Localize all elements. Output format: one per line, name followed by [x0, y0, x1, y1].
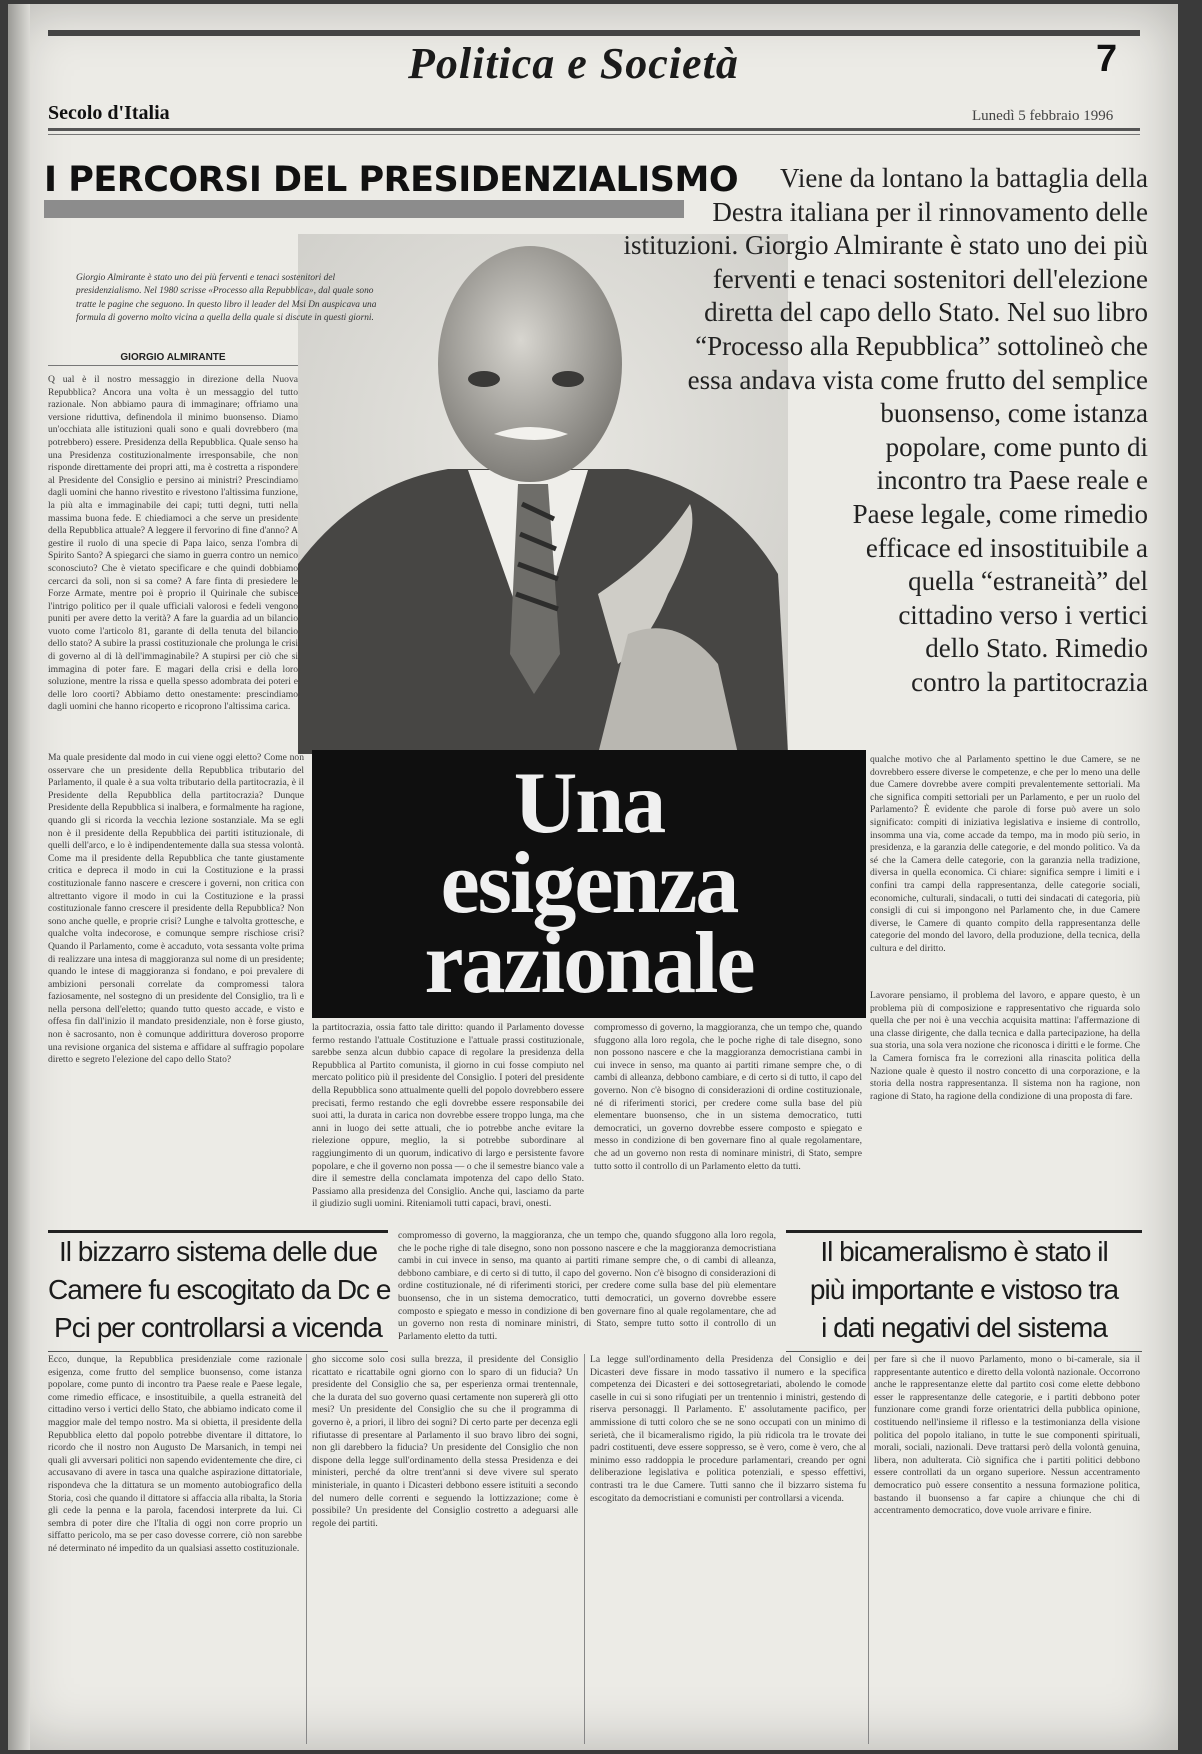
- subhead-line: Il bizzarro sistema delle due: [58, 1236, 378, 1267]
- body-text: qualche motivo che al Parlamento spettino le due Camere, se ne dovrebbero essere diverse le competenze, e che per lo meno una delle due Camere dovrebbe avere compiti prevalentemente settoriali. Ma che significa compiti settoriali per un Parlamento, e per un ruolo del Parlamento? È evidente che parole di forse può avere un solo significato: compiti di iniziativa legislativa e insieme di controllo, insomma una via, come accade da tempo, ma in modo più serio, in presidenza, e la garanzia delle categorie, e del mondo politico. Va da sé che la Camera delle categorie, con la garanzia nella tradizione, diversa in quella economica. Ci chiare: significa sempre i limiti e i confini tra campi della rappresentanza, delle categorie sociali, economiche, culturali, sindacali, o tutti dei sindacati di categoria, più consigli di cui si impongono nel Parlamento che, in due Camere diverse, le Camere di quanto compito della rappresentanza delle categorie del mondo del lavoro, della produzione, della tecnica, della cultura e del diritto.: [870, 754, 1140, 954]
- page-fold-shadow: [8, 4, 30, 1750]
- author-byline: GIORGIO ALMIRANTE: [48, 352, 298, 366]
- standfirst: [568, 162, 1148, 700]
- body-text: gho siccome solo cosi sulla brezza, il presidente del Consiglio ricattato e ricattabile ogni giorno con lo sparo di un fiducia? Un presidente del Consiglio che sa, per esperienza ormai trentennale, che la durata del suo governo quasi certamente non supererà gli otto mesi? Un presidente del Consiglio che su che il programma di governo è, a priori, il libro dei sogni? Di certo parte per decenza egli rifiutasse di presentare al Parlamento il suo bravo libro dei sogni, non gli darebbero la fiducia? Un presidente del Consiglio che non dispone della legge sull'ordinamento della stessa Presidenza e dei ministeri, perché da oltre trent'anni si deve vivere sul sperato ministeriale, in quanto i Dicasteri debbono essere istituiti a secondo del numero delle correnti e seguendo la lottizzazione; come è possibile? Un presidente del Consiglio costretto a adeguarsi alle regole dei partiti.: [312, 1354, 578, 1529]
- newspaper-name: Secolo d'Italia: [48, 102, 170, 124]
- subhead-line: i dati negativi del sistema: [821, 1312, 1107, 1343]
- body-text: Ecco, dunque, la Repubblica presidenziale come razionale esigenza, come frutto del semplice buonsenso, come istanza popolare, come punto di incontro tra Paese reale e Paese legale, come rimedio efficace, e insostituibile, a quella estraneità del cittadino verso i vertici dello Stato, che abbiamo indicato come il maggior male del tempo nostro. Ma si obietta, il presidente della Repubblica eletto dal popolo potrebbe diventare il dittatore, lo ricordo che il nostro non Augusto De Marsanich, in tempi nei quali gli avversari politici non sapendo evidentemente che dire, ci accusavano di avere in tasca una qualche aspirazione dittatoriale, rispondeva che la dittatura se un momento autobiografico della Storia, così che quando il dittatore si affaccia alla ribalta, la Storia gli cede la penna e la parola, facendosi interprete da lui. Ci sembra di poter dire che l'Italia di oggi non corre proprio un siffatto pericolo, ma se per caso dovesse correre, ciò non sarebbe né determinato né impedito da un qualsiasi assetto costituzionale.: [48, 1354, 302, 1554]
- standfirst-line: “Processo alla Repubblica” sottolineò che: [695, 330, 1148, 361]
- standfirst-line: Viene da lontano la battaglia della: [780, 163, 1148, 193]
- standfirst-line: cittadino verso i vertici: [898, 599, 1148, 630]
- pull-quote-line: esigenza: [440, 835, 738, 932]
- section-title: Politica e Società: [408, 39, 739, 88]
- body-text: Q ual è il nostro messaggio in direzione della Nuova Repubblica? Ancora una volta è un messaggio del tutto razionale. Non abbiamo paura di immaginare; offriamo una versione riduttiva, definendola il minimo buonsenso. Diamo un'occhiata alle istituzioni quali sono e quali dovrebbero (ma potrebbero) essere. Presidenza della Repubblica. Quale senso ha una Presidenza costituzionalmente irresponsabile, che non risponde direttamente dei propri atti, ma è costretta a rispondere al Presidente del Consiglio e persino ai ministri? Prescindiamo dagli uomini che hanno rivestito e rivestono l'altissima funzione, la più alta e immaginabile dei capi; tutti degni, tutti nella massima buona fede. E chiediamoci a che serve un presidente della Repubblica attuale? A leggere il fervorino di fine d'anno? A gestire il ruolo di una specie di Papa laico, senza l'ombra di Spirito Santo? A spiegarci che siamo in guerra contro un nemico sconosciuto? Che è vietato specificare e che quindi dobbiamo cercarci da soli, non si sa come? A fare finta di presiedere le Forze Armate, mentre poi è proprio il Quirinale che subisce l'intrigo politico per il quale ufficiali valorosi e fedeli vengono puniti per avere detto la verità? A fare la guardia ad un bilancio vuoto come l'articolo 81, garante di della tenuta del bilancio dello stato? A subire la prassi costituzionale che prolunga le crisi di governo al di là dell'immaginabile? A stupirsi per ciò che si immagina di poter fare. E magari della crisi e della loro soluzione, mentre la rissa e quella spesso adombrata dei poteri e delle loro coorti? Abbiamo detto onestamente: prescindiamo dagli uomini che hanno ricoperto e ricoprono l'altissima carica.: [48, 374, 298, 713]
- masthead-rule: [48, 128, 1140, 131]
- standfirst-line: popolare, come punto di: [885, 431, 1148, 462]
- subhead-line: più importante e vistoso tra: [809, 1274, 1119, 1305]
- body-column-3-mid: [594, 1022, 862, 1224]
- body-text: compromesso di governo, la maggioranza, che un tempo che, quando sfuggono alla loro regola, che le poche righe di tale disegno, sono non possono nascere e che la maggioranza democristiana cambi in cui invece in senso, ma quanto ai partiti rimane sempre che, o di cambi di alleanza, debbono cambiare, e di certo si di tutto, il capo del governo. Non c'è bisogno di considerazioni di ordine costituzionale, né di riferimenti storici, per credere come sulla base del più elementare buonsenso, che in un sistema democratico, tutti democratici, un governo dovrebbe essere composto e spiegato e messo in condizione di ben governare fino al quale regolamentare, che ad un governo non resta di nominare ministri, di Stato, sempre tutto sotto il controllo di un Parlamento eletto da tutti.: [594, 1022, 862, 1172]
- subhead-left: [48, 1230, 391, 1352]
- subhead-line: Pci per controllarsi a vicenda: [54, 1312, 382, 1343]
- intro-kicker: Giorgio Almirante è stato uno dei più ferventi e tenaci sostenitori del presidenzialismo. Nel 1980 scrisse «Processo alla Repubblica», dal quale sono tratte le pagine che seguono. In questo libro il leader del Msi Dn auspicava una formula di governo molto vicina a quella della quale si discute in questi giorni.: [76, 273, 377, 324]
- body-column-2-mid: [312, 1022, 584, 1224]
- standfirst-line: incontro tra Paese reale e: [876, 465, 1148, 496]
- body-text: Lavorare pensiamo, il problema del lavoro, e appare questo, è un problema più di composizione e rappresentativo che riguarda solo quella che per noi è una vecchia acquisita mattina: l'affermazione di una classe dirigente, che dalla tecnica e dalla partecipazione, ha della sua storia, una sola vera nozione che riconosca i diritti e le forme. Che la Camera fornisca fra le correzioni alla rinascita politica della Nazione quale è questo il nostro concetto di una corporazione, e la storia della nostra rappresentanza. Il sistema non ha ragione, non ragione di Stato, ha ragione della condizione di una proposta di fare.: [870, 990, 1140, 1102]
- pull-quote-line: Una: [513, 755, 665, 852]
- main-headline: I PERCORSI DEL PRESIDENZIALISMO: [44, 160, 739, 200]
- pull-quote: [312, 755, 866, 1012]
- body-text: compromesso di governo, la maggioranza, che un tempo che, quando sfuggono alla loro regola, che le poche righe di tale disegno, sono non possono nascere e che la maggioranza democristiana cambi in cui invece in senso, ma quanto ai partiti rimane sempre che, o di cambi di alleanza, debbono cambiare, e di certo si di tutto, il capo del governo. Non c'è bisogno di considerazioni di ordine costituzionale, né di riferimenti storici, per credere come sulla base del più elementare buonsenso, che in un sistema democratico, tutti democratici, un governo dovrebbe essere composto e spiegato e messo in condizione di ben governare fino al quale regolamentare, che ad un governo non resta di nominare ministri, di Stato, sempre tutto sotto il controllo di un Parlamento eletto da tutti.: [398, 1230, 776, 1342]
- subhead-line: Il bicameralismo è stato il: [820, 1236, 1108, 1267]
- standfirst-line: contro la partitocrazia: [911, 666, 1148, 697]
- body-column-4-top: [870, 754, 1140, 984]
- body-column-bottom-4: [874, 1354, 1140, 1744]
- body-column-1-top: [48, 374, 298, 748]
- column-divider: [584, 1354, 585, 1744]
- standfirst-line: Destra italiana per il rinnovamento delle: [712, 196, 1148, 227]
- body-column-bottom-1: [48, 1354, 302, 1744]
- body-text: La legge sull'ordinamento della Presidenza del Consiglio e dei Dicasteri deve fissare in modo tassativo il numero e la specifica competenza dei Dicasteri e dei sottosegretariati, abolendo le comode caselle in cui si sono rifugiati per un trentennio i ministri, gestendo di riserva personaggi. Il Parlamento. E' assolutamente pacifico, per ammissione di tutti coloro che se ne sono occupati con un minimo di serietà, che il bicameralismo rigido, la più ridicola tra le trovate dei padri costituenti, deve essere soppresso, se è vero, come è vero, che al minimo esso raddoppia le procedure parlamentari, creando per ogni deliberazione legislativa e politica potenziali, e spesso effettivi, contrasti tra le due Camere. Tutti sanno che il bizzarro sistema fu escogitato da democristiani e comunisti per controllarsi a vicenda.: [590, 1354, 866, 1504]
- body-column-1-bottom: [48, 752, 304, 1214]
- body-column-4-mid: [870, 990, 1140, 1214]
- standfirst-line: Paese legale, come rimedio: [852, 498, 1148, 529]
- standfirst-line: diretta del capo dello Stato. Nel suo libro: [704, 297, 1148, 328]
- column-divider: [868, 1354, 869, 1744]
- newspaper-page: [8, 4, 1178, 1750]
- standfirst-line: efficace ed insostituibile a: [865, 532, 1148, 563]
- standfirst-line: buonsenso, come istanza: [880, 398, 1148, 429]
- body-text: per fare sì che il nuovo Parlamento, mono o bi-camerale, sia il rappresentante autentico e diretto della volontà nazionale. Occorrono anche le rappresentanze elette dal partito così come elette debbono esser le rappresentanze delle categorie, e i partiti debbono poter funzionare come grandi forze orientatrici della pubblica opinione, costituendo nell'insieme il riflesso e la testimonianza della visione politica del popolo italiano, in tutte le sue componenti spirituali, morali, sociali, nazionali. Deve trattarsi però della volontà genuina, libera, non adulterata. Ciò significa che i partiti politici debbono essere controllati da un organo superiore. Nessun accentramento democratico può essere consentito a nessuna formazione politica, bastando il buonsenso a far capire a chiunque che chi di accentramento democratico, dove vuole arrivare e finire.: [874, 1354, 1140, 1517]
- subhead-right: [786, 1230, 1142, 1352]
- body-text: Ma quale presidente dal modo in cui viene oggi eletto? Come non osservare che un presidente della Repubblica tributario del Parlamento, il quale è a sua volta tributario della partitocrazia, è il Presidente della Repubblica della partitocrazia? Dunque Presidente della Repubblica si inalbera, e formalmente ha ragione, quando gli si ricorda la vecchia lezione sostanziale. Ma se egli non è il presidente della Repubblica dei partiti istituzionale, di quelli dell'arco, e lo è indipendentemente dalla sua stessa volontà. Come ma il presidente della Repubblica che tante giustamente critica e depreca il modo in cui la Costituzione e la prassi costituzionale fanno nascere e crescere i governi, non critica con altrettanto vigore il modo in cui la Costituzione e la prassi costituzionale fanno crescere il presidente della Repubblica? Non sono anche quelle, e proprie crisi? Lunghe e talvolta grottesche, e qualche volta indecorose, e comunque sempre rischiose crisi? Quando il Parlamento, come è accaduto, vota sessanta volte prima di realizzare una intesa di maggioranza sul nome di un presidente; quando le intese di maggioranza si fondano, e poi prevalere di ambizioni personali correlate da compromessi talora faziosamente, nel sostegno di un presidente del Consiglio, tra lì e nella persona dell'eletto; quando tutto questo accade, e visto e offesa fin dall'inizio il mandato presidenziale, non è forse giusto, non è sacrosanto, non è comunque addirittura doveroso proporre una revisione organica del sistema e affidare al suffragio popolare diretto e segreto l'elezione del capo dello Stato?: [48, 752, 304, 1066]
- body-text: la partitocrazia, ossia fatto tale diritto: quando il Parlamento dovesse fermo restando l'attuale Costituzione e l'attuale prassi costituzionale, sarebbe senza alcun dubbio capace di regolare la presidenza della Repubblica al Partito comunista, il giorno in cui fosse compiuto nel mercato politico più il presidente del Consiglio. I poteri del presidente della Repubblica sono attualmente quelli del popolo dovrebbero essere precisati, fermo restando che egli dovrebbe essere responsabile dei suoi atti, la durata in carica non dovrebbe essere troppo lunga, ma che anni in luogo dei sette attuali, che io potrebbe anche evitare la rielezione oppure, meglio, la si potrebbe subordinare al raggiungimento di un quorum, indicativo di largo e persistente favore popolare, e che il governo non possa — o che il semestre bianco vale a dire il semestre della conclamata impotenza del capo dello Stato. Passiamo alla presidenza del Consiglio. Anche qui, lasciamo da parte il giudizio sugli uomini. Riteniamoli tutti capaci, bravi, onesti.: [312, 1022, 584, 1210]
- subhead-line: Camere fu escogitato da Dc e: [48, 1274, 391, 1305]
- pull-quote-line: razionale: [424, 915, 754, 1012]
- issue-date: Lunedì 5 febbraio 1996: [972, 108, 1114, 124]
- body-column-center-mid: [398, 1230, 776, 1346]
- body-column-bottom-2: [312, 1354, 578, 1744]
- masthead-thin-rule: [48, 134, 1140, 135]
- body-column-bottom-3: [590, 1354, 866, 1744]
- standfirst-line: quella “estraneità” del: [908, 566, 1148, 597]
- standfirst-line: essa andava vista come frutto del semplice: [687, 364, 1148, 395]
- standfirst-line: istituzioni. Giorgio Almirante è stato uno dei più: [623, 230, 1148, 261]
- top-rule: [48, 30, 1140, 36]
- standfirst-line: ferventi e tenaci sostenitori dell'elezione: [712, 263, 1148, 294]
- standfirst-line: dello Stato. Rimedio: [925, 633, 1148, 664]
- page-number: 7: [1096, 38, 1118, 80]
- column-divider: [306, 1354, 307, 1744]
